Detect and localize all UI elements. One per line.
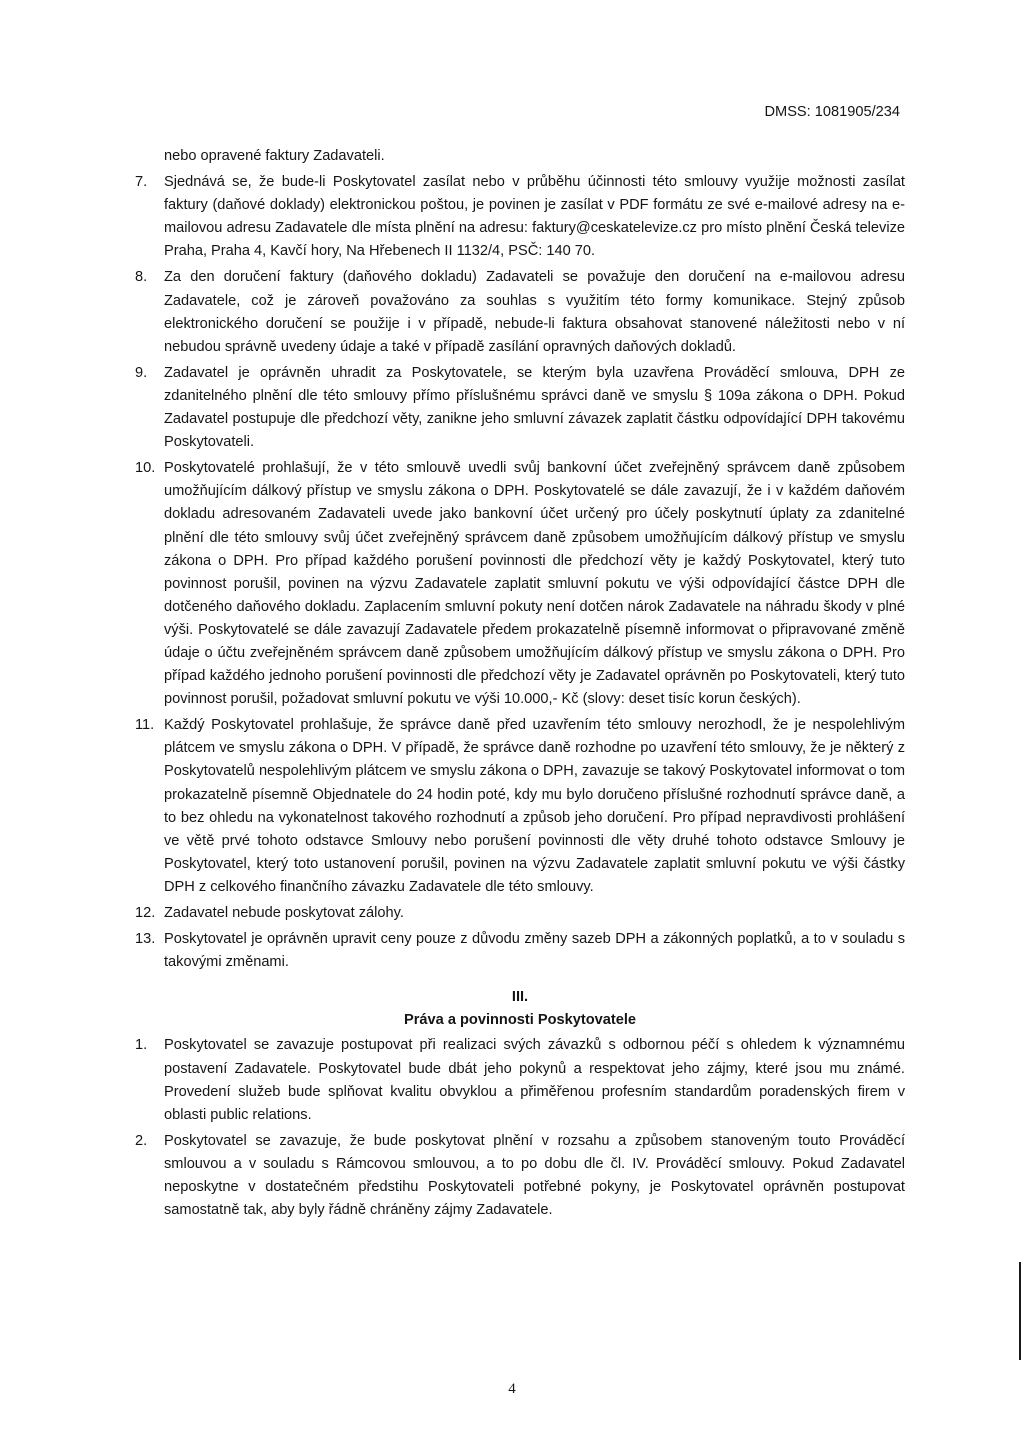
item-text: Každý Poskytovatel prohlašuje, že správce daně před uzavřením této smlouvy nerozhodl, že je nespolehlivým plátcem ve smyslu zákona o DPH. V případě, že správce daně rozhodne po uzavření této smlouvy, že je některý z Poskytovatelů nespolehlivým plátcem ve smyslu zákona o DPH, zavazuje se takový Poskytovatel informovat o tom prokazatelně písemně Objednatele do 24 hodin poté, kdy mu bylo doručeno příslušné rozhodnutí správce daně, a to bez ohledu na vykonatelnost takového rozhodnutí a způsob jeho doručení. Pro případ nepravdivosti prohlášení ve větě prvé tohoto odstavce Smlouvy nebo porušení povinnosti dle věty druhé tohoto odstavce Smlouvy je Poskytovatel, který toto ustanovení porušil, povinen na výzvu Zadavatele zaplatit smluvní pokutu ve výši částky DPH z celkového finančního závazku Zadavatele dle této smlouvy. bbox=[164, 717, 905, 895]
item-number: 13. bbox=[135, 931, 156, 948]
list-item bbox=[135, 1130, 905, 1222]
item-text: Za den doručení faktury (daňového dokladu) Zadavateli se považuje den doručení na e-mailovou adresu Zadavatele, což je zároveň považováno za souhlas s využitím této formy komunikace. Stejný způsob elektronického doručení se použije i v případě, nebude-li faktura obsahovat stanovené náležitosti nebo v ní nebudou správně uvedeny údaje a také v případě zasílání opravných daňových dokladů. bbox=[164, 269, 905, 355]
list-item bbox=[135, 714, 905, 899]
item-number: 2. bbox=[135, 1132, 148, 1149]
item-text: Zadavatel nebude poskytovat zálohy. bbox=[164, 905, 404, 921]
scan-edge-mark bbox=[1019, 1262, 1021, 1360]
item-number: 12. bbox=[135, 905, 156, 921]
section-title: Práva a povinnosti Poskytovatele bbox=[404, 1012, 636, 1029]
item-number: 10. bbox=[135, 460, 156, 477]
item-text: Poskytovatel je oprávněn upravit ceny pouze z důvodu změny sazeb DPH a zákonných poplatků, a to v souladu s takovými změnami. bbox=[164, 931, 905, 971]
list-item bbox=[135, 266, 905, 358]
page-number: 4 bbox=[508, 1381, 516, 1397]
item-text: Poskytovatel se zavazuje, že bude poskytovat plnění v rozsahu a způsobem stanoveným touto Prováděcí smlouvou a v souladu s Rámcovou smlouvou, a to po dobu dle čl. IV. Prováděcí smlouvy. Pokud Zadavatel neposkytne v dostatečném předstihu Poskytovateli potřebné pokyny, je Poskytovatel oprávněn postupovat samostatně tak, aby byly řádně chráněny zájmy Zadavatele. bbox=[164, 1132, 905, 1219]
item-text: Poskytovatel se zavazuje postupovat při realizaci svých závazků s odbornou péčí s ohledem k významnému postavení Zadavatele. Poskytovatel bude dbát jeho pokynů a respektovat jeho zájmy, které jsou mu známé. Provedení služeb bude splňovat kvalitu obvyklou a přiměřenou profesním standardům poradenských firem v oblasti public relations. bbox=[164, 1037, 905, 1123]
item-number: 8. bbox=[135, 269, 148, 286]
item-text: Sjednává se, že bude-li Poskytovatel zasílat nebo v průběhu účinnosti této smlouvy využije možnosti zasílat faktury (daňové doklady) elektronickou poštou, je povinen je zasílat v PDF formátu ze své e-mailové adresy na e-mailovou adresu Zadavatele dle místa plnění na adresu: faktury@ceskatelevize.cz pro místo plnění Česká televize Praha, Praha 4, Kavčí hory, Na Hřebenech II 1132/4, PSČ: 140 70. bbox=[164, 174, 905, 260]
item-text: Poskytovatelé prohlašují, že v této smlouvě uvedli svůj bankovní účet zveřejněný správcem daně způsobem umožňujícím dálkový přístup ve smyslu zákona o DPH. Poskytovatelé se dále zavazují, že i v každém daňovém dokladu adresovaném Zadavateli uvede jako bankovní účet určený pro účely poskytnutí úplaty za zdanitelné plnění dle této smlouvy svůj účet zveřejněný správcem daně způsobem umožňujícím dálkový přístup ve smyslu zákona o DPH. Pro případ každého porušení povinnosti dle předchozí věty je každý Poskytovatel, který tuto povinnost porušil, povinen na výzvu Zadavatele zaplatit smluvní pokutu ve výši odpovídající částce DPH dle dotčeného daňového dokladu. Zaplacením smluvní pokuty není dotčen nárok Zadavatele na náhradu škody v plné výši. Poskytovatelé se dále zavazují Zadavatele předem prokazatelně písemně informovat o připravované změně údaje o účtu zveřejněném správcem daně způsobem umožňujícím dálkový přístup ve smyslu zákona o DPH. Pro případ každého jednoho porušení povinnosti dle předchozí věty je Zadavatel oprávněn po Poskytovateli, který tuto povinnost porušil, požadovat smluvní pokutu ve výši 10.000,- Kč (slovy: deset tisíc korun českých). bbox=[164, 460, 905, 708]
document-body bbox=[135, 145, 905, 1225]
document-id: DMSS: 1081905/234 bbox=[764, 104, 900, 120]
list-item bbox=[135, 171, 905, 263]
section-number: III. bbox=[511, 989, 529, 1006]
list-item bbox=[135, 457, 905, 711]
list-item bbox=[135, 902, 905, 925]
list-item bbox=[135, 1034, 905, 1126]
item-text: Zadavatel je oprávněn uhradit za Poskytovatele, se kterým byla uzavřena Prováděcí smlouva, DPH ze zdanitelného plnění dle této smlouvy přímo příslušnému správci daně ve smyslu § 109a zákona o DPH. Pokud Zadavatel postupuje dle předchozí věty, zanikne jeho smluvní závazek zaplatit částku odpovídající DPH takovému Poskytovateli. bbox=[164, 364, 905, 451]
list-item bbox=[135, 928, 905, 974]
item-number: 11. bbox=[135, 717, 155, 734]
item-number: 1. bbox=[135, 1037, 148, 1054]
item-number: 9. bbox=[135, 364, 148, 381]
list-item bbox=[135, 362, 905, 454]
continuation-text: nebo opravené faktury Zadavateli. bbox=[164, 148, 385, 164]
item-number: 7. bbox=[135, 174, 148, 191]
